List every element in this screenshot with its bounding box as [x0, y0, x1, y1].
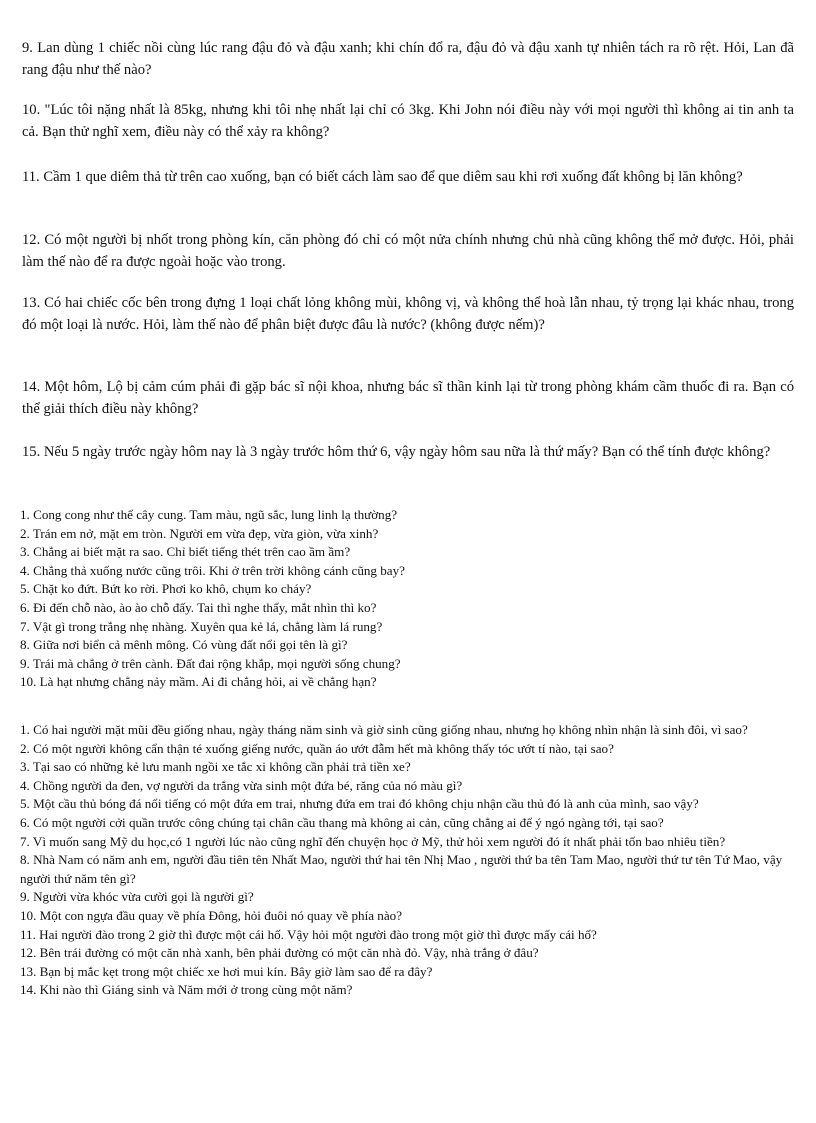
list-item: 9. Trái mà chẳng ở trên cành. Đất đai rộng khắp, mọi người sống chung? — [20, 655, 401, 671]
question-10: 10. "Lúc tôi nặng nhất là 85kg, nhưng khi tôi nhẹ nhất lại chỉ có 3kg. Khi John nói điều này với mọi người thì không ai tin anh ta cả. Bạn thử nghĩ xem, điều này có thể xảy ra không? — [22, 102, 794, 140]
puzzle-list — [20, 721, 794, 1000]
list-item: 1. Cong cong như thể cây cung. Tam màu, ngũ sắc, lung linh lạ thường? — [20, 507, 398, 522]
list-item: 6. Đi đến chỗ nào, ào ào chỗ đấy. Tai thì nghe thấy, mắt nhìn thì ko? — [20, 599, 377, 615]
list-item: 7. Vật gì trong trắng nhẹ nhàng. Xuyên qua kẻ lá, chẳng làm lá rung? — [20, 618, 383, 634]
list-item: 10. Một con ngựa đầu quay về phía Đông, hỏi đuôi nó quay về phía nào? — [20, 907, 403, 923]
list-item: 12. Bên trái đường có một căn nhà xanh, bên phải đường có một căn nhà đỏ. Vậy, nhà trắng ở đâu? — [20, 945, 539, 961]
list-item: 5. Một cầu thủ bóng đá nổi tiếng có một đứa em trai, nhưng đứa em trai đó không chịu nhận cầu thủ đó là anh của mình, sao vậy? — [20, 796, 699, 812]
list-item: 8. Giữa nơi biển cả mênh mông. Có vùng đất nổi gọi tên là gì? — [20, 637, 348, 653]
list-item: 4. Chẳng thả xuống nước cũng trôi. Khi ở trên trời không cánh cũng bay? — [20, 562, 405, 578]
question-12: 12. Có một người bị nhốt trong phòng kín, căn phòng đó chỉ có một nửa chính nhưng chủ nhà cũng không thể mở được. Hỏi, phải làm thế nào để ra được ngoài hoặc vào trong. — [22, 232, 794, 270]
list-item: 8. Nhà Nam có năm anh em, người đầu tiên tên Nhất Mao, người thứ hai tên Nhị Mao , người thứ ba tên Tam Mao, người thứ tư tên Tứ Mao, vậy người thứ năm tên gì? — [20, 852, 783, 886]
question-11: 11. Cầm 1 que diêm thả từ trên cao xuống, bạn có biết cách làm sao để que diêm sau khi rơi xuống đất không bị lăn không? — [22, 169, 743, 185]
list-item: 1. Có hai người mặt mũi đều giống nhau, ngày tháng năm sinh và giờ sinh cũng giống nhau, nhưng họ không nhìn nhận là sinh đôi, vì sao? — [20, 722, 748, 737]
list-item: 10. Là hạt nhưng chẳng nảy mầm. Ai đi chẳng hỏi, ai về chẳng hạn? — [20, 674, 377, 690]
question-15: 15. Nếu 5 ngày trước ngày hôm nay là 3 ngày trước hôm thứ 6, vậy ngày hôm sau nữa là thứ mấy? Bạn có thể tính được không? — [22, 444, 771, 460]
list-item: 2. Trán em nở, mặt em tròn. Người em vừa đẹp, vừa giòn, vừa xinh? — [20, 525, 379, 541]
list-item: 14. Khi nào thì Giáng sinh và Năm mới ở trong cùng một năm? — [20, 982, 353, 998]
question-9: 9. Lan dùng 1 chiếc nồi cùng lúc rang đậu đỏ và đậu xanh; khi chín đổ ra, đậu đỏ và đậu xanh tự nhiên tách ra rõ rệt. Hỏi, Lan đã rang đậu như thế nào? — [22, 40, 794, 78]
list-item: 3. Chẳng ai biết mặt ra sao. Chỉ biết tiếng thét trên cao ầm ầm? — [20, 544, 351, 560]
list-item: 13. Bạn bị mắc kẹt trong một chiếc xe hơi mui kín. Bây giờ làm sao để ra đây? — [20, 963, 433, 979]
question-14: 14. Một hôm, Lộ bị cảm cúm phải đi gặp bác sĩ nội khoa, nhưng bác sĩ thần kinh lại từ trong phòng khám cầm thuốc đi ra. Bạn có thể giải thích điều này không? — [22, 379, 794, 417]
list-item: 2. Có một người không cẩn thận té xuống giếng nước, quần áo ướt đẫm hết mà không thấy tóc ướt tí nào, tại sao? — [20, 740, 614, 756]
list-item: 7. Vì muốn sang Mỹ du học,có 1 người lúc nào cũng nghĩ đến chuyện học ở Mỹ, thử hỏi xem người đó ít nhất phải tốn bao nhiêu tiền? — [20, 833, 726, 849]
list-item: 3. Tại sao có những kẻ lưu manh ngồi xe tắc xi không cần phải trả tiền xe? — [20, 759, 411, 775]
list-item: 11. Hai người đào trong 2 giờ thì được một cái hố. Vậy hỏi một người đào trong một giờ thì được mấy cái hố? — [20, 926, 597, 942]
list-item: 4. Chồng người da đen, vợ người da trắng vừa sinh một đứa bé, răng của nó màu gì? — [20, 777, 463, 793]
question-13: 13. Có hai chiếc cốc bên trong đựng 1 loại chất lỏng không mùi, không vị, và không thể hoà lẫn nhau, tỷ trọng lại khác nhau, trong đó một loại là nước. Hỏi, làm thế nào để phân biệt được đâu là nước? (không được nếm)? — [22, 295, 794, 333]
list-item: 9. Người vừa khóc vừa cười gọi là người gì? — [20, 889, 254, 905]
list-item: 6. Có một người cởi quần trước công chúng tại chân cầu thang mà không ai cản, cũng chẳng ai để ý ngó ngàng tới, tại sao? — [20, 814, 664, 830]
list-item: 5. Chặt ko đứt. Bứt ko rời. Phơi ko khô, chụm ko cháy? — [20, 581, 312, 597]
riddle-list — [20, 506, 794, 692]
